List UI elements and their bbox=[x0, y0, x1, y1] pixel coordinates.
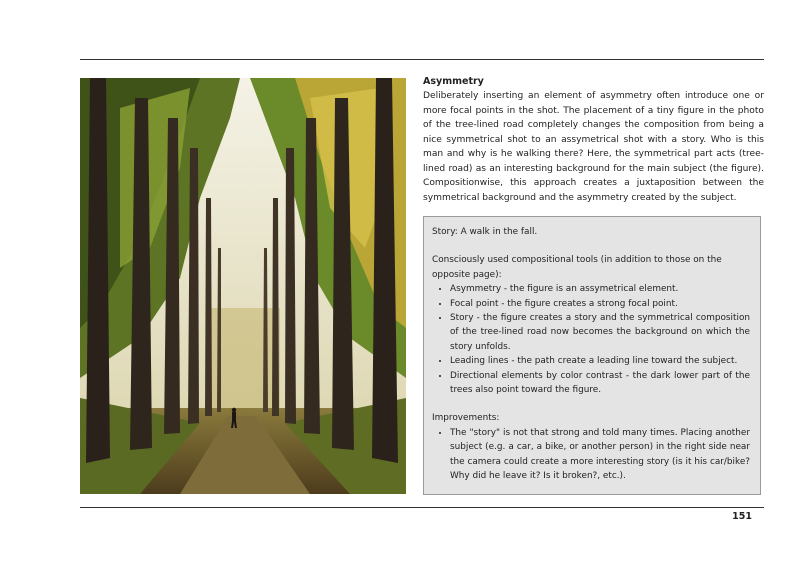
list-item: • The "story" is not that strong and told many times. Placing another subject (e.g. a car, a bike, or another person) in the right side near the camera could create a more interesting story (is it his car/bike? Why did he leave it? Is it broken?, etc.). bbox=[450, 426, 750, 484]
tools-list bbox=[432, 282, 750, 397]
page-number: 151 bbox=[732, 511, 752, 522]
list-item: • Story - the figure creates a story and the symmetrical composition of the tree-lined road now becomes the background on which the story unfolds. bbox=[450, 311, 750, 354]
story-info-box bbox=[423, 216, 761, 495]
improvements-list bbox=[432, 426, 750, 484]
list-item: • Directional elements by color contrast - the dark lower part of the trees also point toward the figure. bbox=[450, 369, 750, 398]
asymmetry-section bbox=[423, 75, 764, 205]
section-paragraph: Deliberately inserting an element of asymmetry often introduce one or more focal points in the shot. The placement of a tiny figure in the photo of the tree-lined road completely changes the composition from being a nice symmetrical shot to an assymetrical shot with a story. Who is this man and why is he walking there? Here, the symmetrical part acts (tree-lined road) as an interesting background for the main subject (the figure). Compositionwise, this approach creates a juxtaposition between the symmetrical background and the asymmetry created by the subject. bbox=[423, 91, 764, 203]
list-item: • Asymmetry - the figure is an assymetrical element. bbox=[450, 282, 750, 296]
story-line: Story: A walk in the fall. bbox=[432, 227, 538, 237]
tools-intro: Consciously used compositional tools (in addition to those on the opposite page): bbox=[432, 255, 722, 280]
list-item: • Focal point - the figure creates a strong focal point. bbox=[450, 297, 750, 311]
improvements-heading: Improvements: bbox=[432, 413, 500, 424]
tree-lined-road-photo bbox=[80, 78, 406, 494]
photo-illustration bbox=[80, 78, 406, 494]
top-rule bbox=[80, 59, 764, 60]
section-title: Asymmetry bbox=[423, 76, 484, 87]
bottom-rule bbox=[80, 507, 764, 508]
list-item: • Leading lines - the path create a leading line toward the subject. bbox=[450, 354, 750, 368]
